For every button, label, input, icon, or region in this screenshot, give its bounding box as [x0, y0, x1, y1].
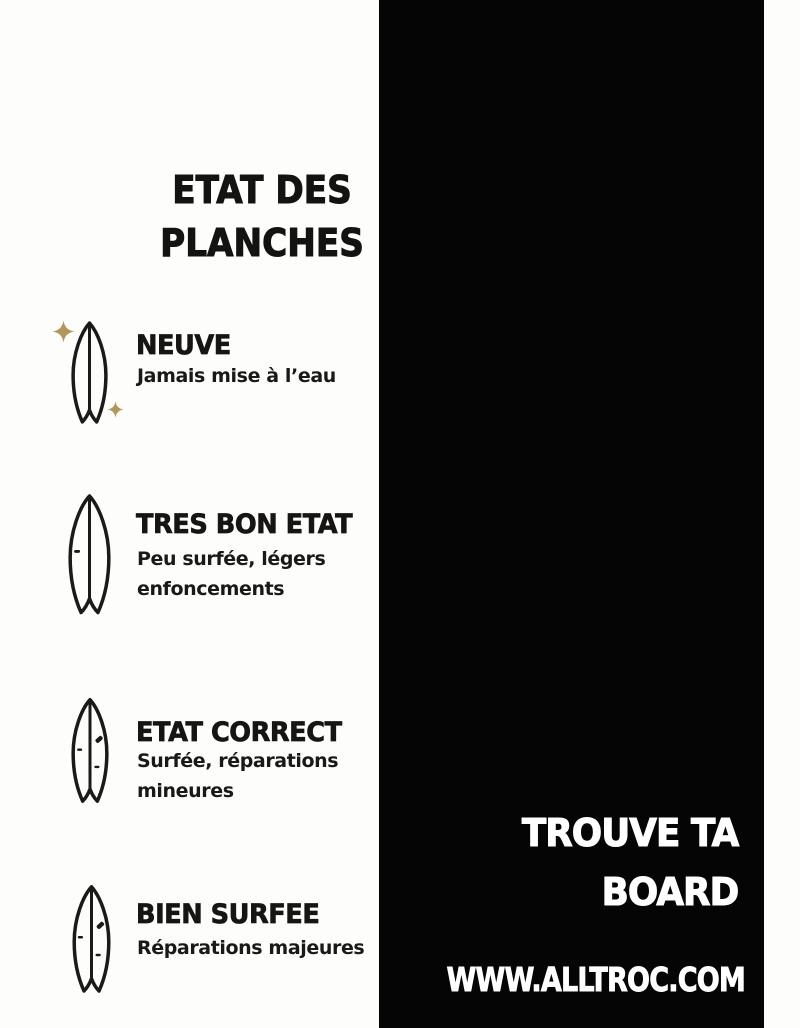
ding-mark	[94, 766, 99, 768]
surfboard-sparkles-icon	[71, 316, 108, 431]
page-title-line2: PLANCHES	[160, 220, 364, 265]
surfboard-major-repairs-icon	[72, 872, 111, 1008]
desc-line: enfoncements	[137, 577, 285, 600]
slogan-title	[521, 804, 738, 922]
ding-mark	[74, 550, 80, 553]
condition-title-neuve: NEUVE	[136, 330, 231, 361]
condition-desc-neuve	[137, 362, 336, 392]
condition-title-etat-correct: ETAT CORRECT	[136, 717, 342, 748]
desc-line: Surfée, réparations	[137, 750, 339, 772]
repair-patch-mark	[96, 921, 105, 930]
page-title	[125, 164, 399, 269]
condition-desc-tres-bon-etat	[137, 545, 325, 604]
desc-line: mineures	[137, 779, 234, 802]
sparkle-icon	[107, 401, 124, 418]
slogan-line2: BOARD	[601, 870, 738, 914]
ding-mark	[78, 936, 83, 938]
repair-patch-mark	[95, 735, 104, 743]
desc-line: Réparations majeures	[137, 937, 365, 959]
website-url: WWW.ALLTROC.COM	[446, 960, 745, 999]
desc-line: Jamais mise à l’eau	[137, 365, 336, 387]
desc-line: Peu surfée, légers	[137, 548, 326, 570]
condition-desc-bien-surfee	[137, 934, 364, 964]
surfboard-minor-repairs-icon	[71, 688, 109, 815]
condition-desc-etat-correct	[137, 747, 338, 806]
condition-title-tres-bon-etat: TRES BON ETAT	[136, 509, 353, 540]
condition-title-bien-surfee: BIEN SURFEE	[136, 899, 320, 930]
ding-mark	[77, 748, 82, 750]
slogan-line1: TROUVE TA	[521, 811, 738, 855]
ding-mark	[95, 954, 100, 956]
page-title-line1: ETAT DES	[172, 168, 352, 212]
surfboard-one-ding-icon	[67, 494, 112, 617]
